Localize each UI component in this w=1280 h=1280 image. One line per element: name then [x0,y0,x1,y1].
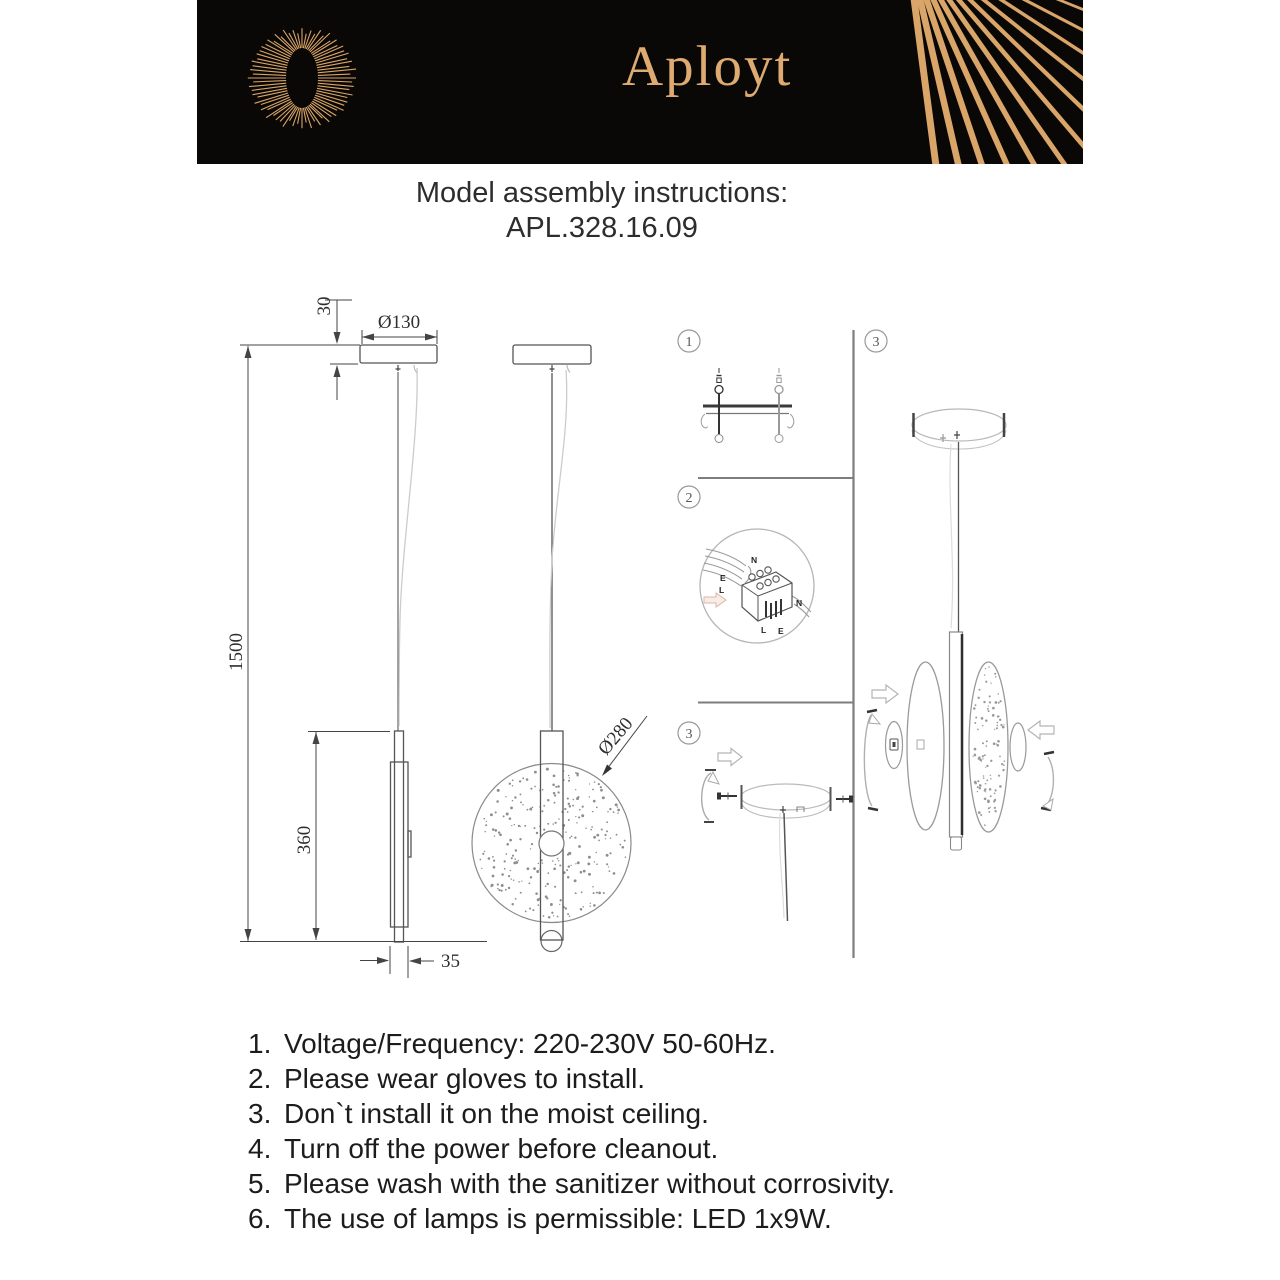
direction-arrow-icon [718,749,742,766]
side-view-drawing [226,297,487,979]
step1-panel [678,330,794,443]
list-item [248,1061,895,1096]
dim-130-label: Ø130 [377,312,421,333]
item-text: Please wear gloves to install. [284,1062,646,1094]
direction-arrow-icon [872,685,898,703]
step2-number: 2 [685,491,693,506]
brand-banner [197,0,1083,164]
list-item [248,1166,895,1201]
diagram-area [210,270,1100,1005]
brand-name: Aployt [622,35,793,98]
list-item [248,1026,895,1061]
item-number: 3. [248,1097,272,1129]
dim-35-label: 35 [441,951,460,972]
item-number: 5. [248,1167,272,1199]
dim-1500-label: 1500 [226,633,247,671]
direction-arrow-icon [1028,721,1054,739]
page-title: Model assembly instructions: [415,177,789,209]
list-item [248,1096,895,1131]
rotate-arrow-icon [864,715,872,806]
instruction-list [248,1026,895,1236]
step3-panel [678,722,853,921]
item-text: The use of lamps is permissible: LED 1x9W. [284,1202,832,1234]
item-number: 2. [248,1062,272,1094]
assembly-diagram [210,270,1100,1000]
wire-label-e2: E [778,626,784,636]
item-number: 4. [248,1132,272,1164]
wire-label-e: E [720,573,726,583]
step1-number: 1 [685,335,693,350]
wire-label-n2: N [796,598,803,608]
step3-number: 3 [685,727,693,742]
item-text: Voltage/Frequency: 220-230V 50-60Hz. [284,1027,776,1059]
item-text: Turn off the power before cleanout. [284,1132,719,1164]
step2-panel [678,486,814,643]
item-number: 6. [248,1202,272,1234]
item-number: 1. [248,1027,272,1059]
model-number: APL.328.16.09 [506,212,698,244]
step3-result-panel [864,330,1054,850]
list-item [248,1131,895,1166]
screw-icon [836,796,853,803]
step-dividers [698,330,854,958]
screw-icon [717,793,737,800]
dim-30-label: 30 [314,296,335,316]
rotate-arrow-icon [1046,757,1053,806]
wire-label-l2: L [761,625,767,635]
title-block [262,176,942,246]
list-item [248,1201,895,1236]
wire-label-l: L [719,585,725,595]
dim-280-label: Ø280 [594,713,638,760]
sunburst-rays-decoration [906,0,1083,164]
item-text: Please wash with the sanitizer without corrosivity. [284,1167,896,1199]
starburst-logo-icon [248,28,356,128]
step3-result-number: 3 [872,335,880,350]
front-view-drawing [472,345,647,952]
dim-360-label: 360 [294,825,315,855]
item-text: Don`t install it on the moist ceiling. [284,1097,709,1129]
wire-label-n: N [751,555,758,565]
